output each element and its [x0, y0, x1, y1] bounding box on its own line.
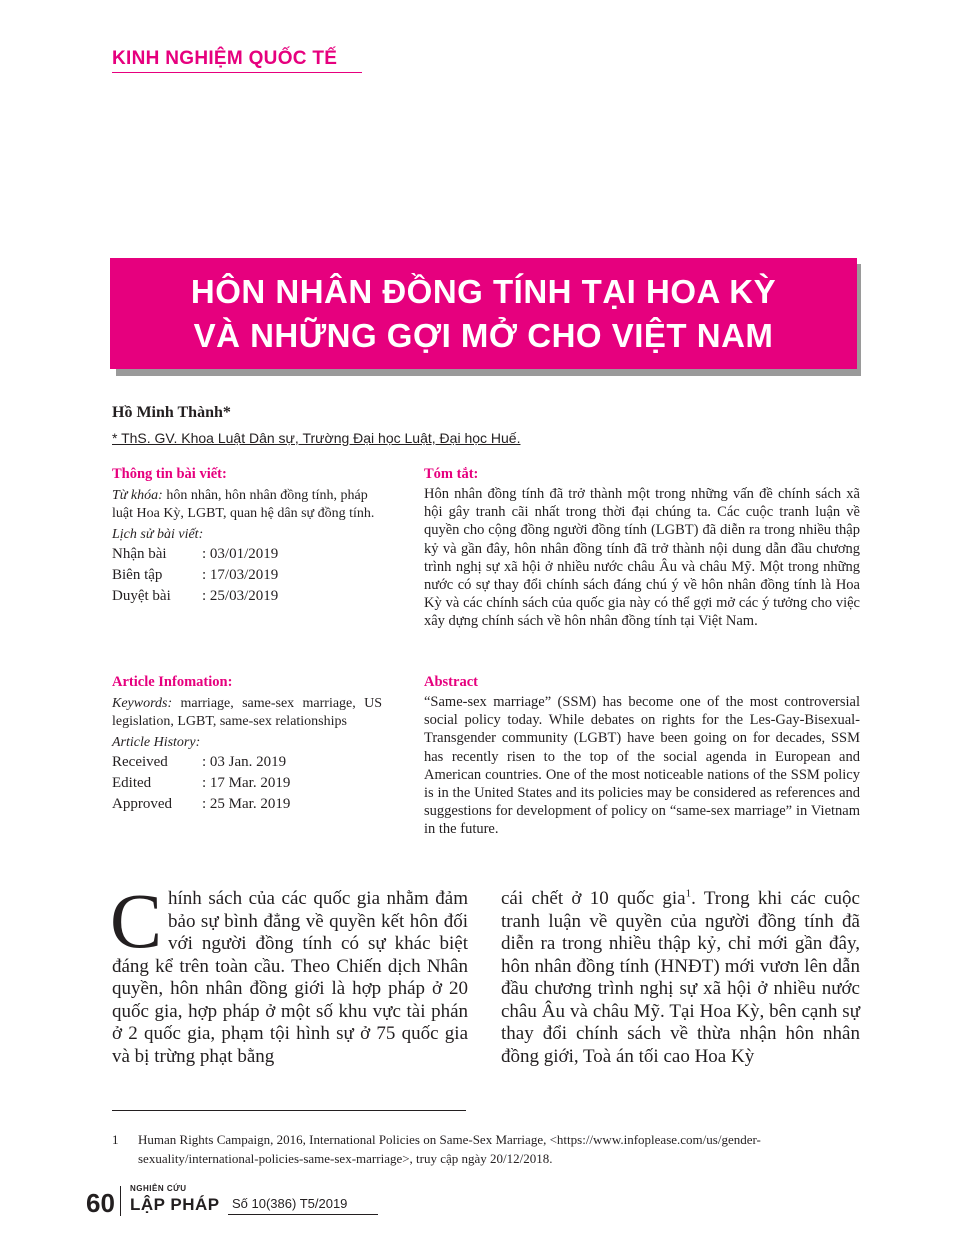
abstract-en [424, 674, 860, 839]
history-en-row-label: Edited [112, 774, 152, 791]
history-en-row-label: Approved [112, 795, 172, 812]
footnote-ref: 1 [685, 887, 692, 900]
history-row-label: Nhận bài [112, 545, 167, 562]
keywords-block [112, 487, 382, 522]
footnote-number: 1 [112, 1132, 119, 1147]
history-en-row-label: Received [112, 753, 168, 770]
history-row-value: : 03/01/2019 [202, 545, 279, 562]
drop-cap: C [110, 877, 163, 964]
article-info-vi [112, 466, 382, 607]
title-banner [110, 258, 857, 369]
article-info-heading: Thông tin bài viết: [112, 466, 227, 482]
keywords-en-block [112, 695, 382, 730]
article-info-en [112, 674, 382, 815]
keywords-text: hôn nhân, hôn nhân đồng tính, pháp luật Hoa Kỳ, LGBT, quan hệ dân sự đồng tính. [112, 488, 375, 521]
history-en-row [112, 752, 382, 773]
summary-text: Hôn nhân đồng tính đã trở thành một trong những vấn đề chính sách xã hội gây tranh cãi nhất trong thời đại chúng ta. Các cuộc tranh luận về quyền cho cộng đồng người đồng tính (LGBT) đã diễn ra trong nhiều thập kỷ và gần đây, hôn nhân đồng tính đã trở thành nội dung dẫn đầu chương trình nghị sự xã hội ở nhiều nước châu Âu và châu Mỹ. Một trong những nước có sự thay đổi chính sách đáng chú ý về hôn nhân đồng tính là Hoa Kỳ và các chính sách của quốc gia này có thể gợi mở các ý tưởng cho việc xây dựng chính sách về hôn nhân đồng tính tại Việt Nam. [424, 486, 860, 630]
title-line-2: VÀ NHỮNG GỢI MỞ CHO VIỆT NAM [193, 316, 774, 354]
history-row-label: Biên tập [112, 566, 163, 583]
history-row [112, 544, 382, 565]
body-column-1 [110, 877, 468, 1068]
body-col2-text-a: cái chết ở 10 quốc gia [501, 888, 686, 909]
body-column-2 [501, 888, 860, 1068]
history-en-row [112, 773, 382, 794]
history-row-label: Duyệt bài [112, 587, 171, 604]
footnote-rule [112, 1110, 466, 1111]
summary-vi [424, 466, 860, 631]
history-en-label: Article History: [112, 735, 201, 750]
issue-rule [228, 1214, 378, 1215]
footnote-text: Human Rights Campaign, 2016, International Policies on Same-Sex Marriage, <https://www.infoplease.com/us/gender-sexuality/international-policies-same-sex-marriage>, truy cập ngày 20/12/2018. [138, 1132, 761, 1166]
keywords-en-text: marriage, same-sex marriage, US legislation, LGBT, same-sex relationships [112, 696, 382, 729]
summary-heading: Tóm tắt: [424, 466, 479, 482]
article-info-en-heading: Article Infomation: [112, 674, 233, 690]
keywords-en-label: Keywords: [112, 696, 173, 711]
title-line-1: HÔN NHÂN ĐỒNG TÍNH TẠI HOA KỲ [190, 272, 777, 310]
journal-name: LẬP PHÁP [130, 1195, 220, 1214]
history-row-value: : 17/03/2019 [202, 566, 279, 583]
author-name: Hồ Minh Thành* [112, 404, 231, 421]
abstract-text: “Same-sex marriage” (SSM) has become one of the most controversial social policy today. While debates on rights for the Les-Gay-Bisexual-Transgender community (LGBT) have been going on for decades, SSM has recently risen to the top of the social agenda in European and American countries. One of the most noticeable nations of the SSM policy is in the United States and its policies may be considered as references and suggestions for development of policy on “same-sex marriage” in Vietnam in the future. [424, 694, 860, 838]
section-label: KINH NGHIỆM QUỐC TẾ [112, 48, 338, 69]
history-en-row-value: : 17 Mar. 2019 [202, 774, 291, 791]
history-en-row-value: : 03 Jan. 2019 [202, 753, 287, 770]
page-number: 60 [86, 1188, 115, 1218]
journal-name-small: NGHIÊN CỨU [130, 1184, 187, 1193]
author-affiliation: * ThS. GV. Khoa Luật Dân sự, Trường Đại học Luật, Đại học Huế. [112, 430, 521, 446]
footnote [112, 1130, 860, 1168]
history-label: Lịch sử bài viết: [112, 527, 204, 542]
history-row [112, 586, 382, 607]
body-col1-text: hính sách của các quốc gia nhằm đảm bảo sự bình đẳng về quyền kết hôn đối với người đồng tính có sự khác biệt đáng kể trên toàn cầu. Theo Chiến dịch Nhân quyền, hôn nhân đồng giới là hợp pháp ở 20 quốc gia, hợp pháp ở một số khu vực tài phán ở 2 quốc gia, phạm tội hình sự ở 75 quốc gia và bị trừng phạt bằng [112, 888, 468, 1067]
history-en-row-value: : 25 Mar. 2019 [202, 795, 291, 812]
keywords-label: Từ khóa: [112, 488, 163, 503]
section-rule [112, 72, 362, 73]
history-row [112, 565, 382, 586]
issue-info: Số 10(386) T5/2019 [232, 1196, 348, 1211]
abstract-heading: Abstract [424, 674, 478, 690]
history-en-row [112, 794, 382, 815]
history-row-value: : 25/03/2019 [202, 587, 279, 604]
footer-divider [120, 1186, 121, 1216]
body-col2-text-b: . Trong khi các cuộc tranh luận về quyền của người đồng tính đã diễn ra trong nhiều thập kỷ, chỉ mới gần đây, hôn nhân đồng tính (HNĐT) mới vươn lên dẫn đầu chương trình nghị sự xã hội ở nhiều nước châu Âu và châu Mỹ. Tại Hoa Kỳ, bên cạnh sự thay đổi chính sách về thừa nhận hôn nhân đồng giới, Toà án tối cao Hoa Kỳ [501, 888, 860, 1067]
